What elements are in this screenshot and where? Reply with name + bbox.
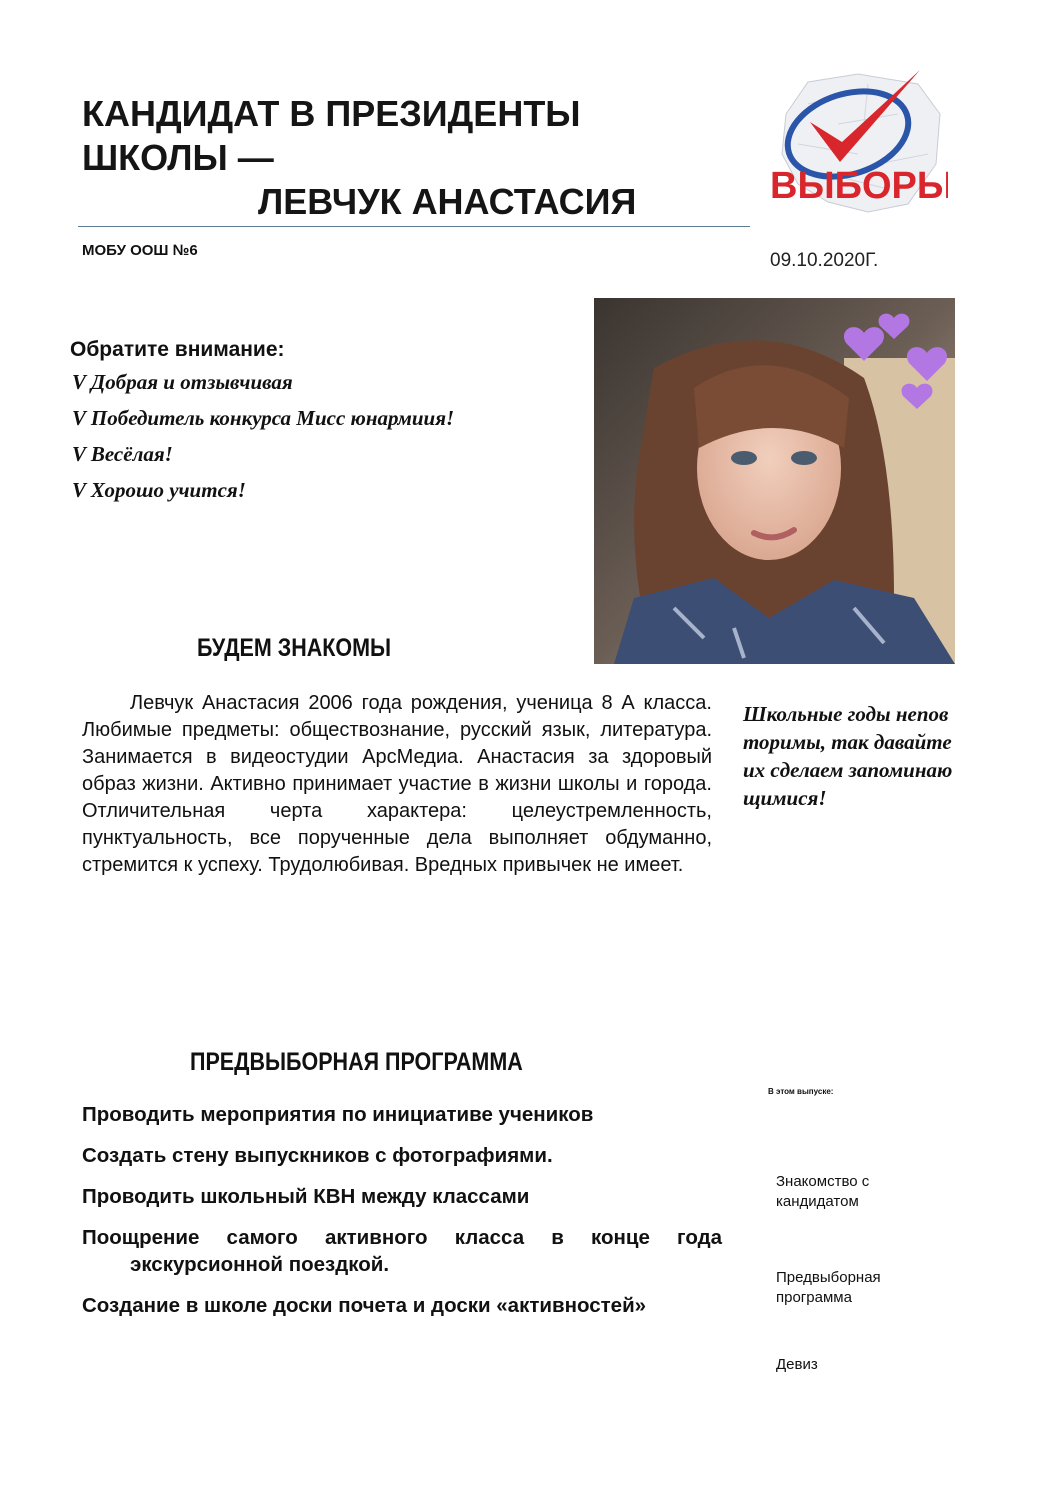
page-title bbox=[82, 92, 722, 224]
program-list bbox=[82, 1101, 722, 1333]
issue-date: 09.10.2020Г. bbox=[770, 250, 879, 271]
toc-heading: В этом выпуске: bbox=[768, 1087, 834, 1096]
candidate-bio: Левчук Анастасия 2006 года рождения, ученица 8 А класса. Любимые предметы: обществознание, русский язык, литература. Занимается в видеостудии АрсМедиа. Анастасия за здоровый образ жизни. Активно принимает участие в жизни школы и города. Отличительная черта характера: целеустремленность, пунктуальность, все порученные дела выполняет обдуманно, стремится к успеху. Трудолюбивая. Вредных привычек не имеет. bbox=[82, 692, 712, 876]
program-item: Проводить мероприятия по инициативе учеников bbox=[82, 1103, 594, 1126]
meet-heading: БУДЕМ ЗНАКОМЫ bbox=[197, 634, 392, 662]
attention-item: V Победитель конкурса Мисс юнармиия! bbox=[72, 406, 455, 430]
program-heading: ПРЕДВЫБОРНАЯ ПРОГРАММА bbox=[190, 1048, 523, 1076]
title-line-3: ЛЕВЧУК АНАСТАСИЯ bbox=[258, 181, 637, 222]
program-item: Создание в школе доски почета и доски «активностей» bbox=[82, 1294, 647, 1317]
program-item: Создать стену выпускников с фотографиями. bbox=[82, 1144, 553, 1167]
elections-logo bbox=[768, 64, 948, 214]
attention-item: V Хорошо учится! bbox=[72, 478, 246, 502]
title-line-1: КАНДИДАТ В ПРЕЗИДЕНТЫ bbox=[82, 93, 581, 134]
toc-item: Предвыборная программа bbox=[776, 1269, 881, 1306]
school-name: МОБУ ООШ №6 bbox=[82, 242, 198, 259]
attention-item: V Добрая и отзывчивая bbox=[72, 370, 293, 394]
toc-item: Девиз bbox=[776, 1356, 818, 1373]
program-item: Поощрение самого активного класса в конце года экскурсионной поездкой. bbox=[82, 1226, 722, 1276]
quote: Школьные годы неповторимы, так давайте их сделаем запоминающимися! bbox=[743, 702, 953, 810]
ballot-check-icon bbox=[768, 64, 948, 214]
program-item: Проводить школьный КВН между классами bbox=[82, 1185, 530, 1208]
attention-item: V Весёлая! bbox=[72, 442, 173, 466]
toc-item: Знакомство с кандидатом bbox=[776, 1173, 870, 1210]
logo-text: ВЫБОРЫ bbox=[770, 165, 948, 207]
attention-list bbox=[72, 364, 454, 508]
candidate-photo bbox=[594, 298, 955, 664]
header-divider bbox=[78, 226, 750, 227]
attention-heading: Обратите внимание: bbox=[70, 338, 285, 361]
title-line-2: ШКОЛЫ — bbox=[82, 137, 274, 178]
